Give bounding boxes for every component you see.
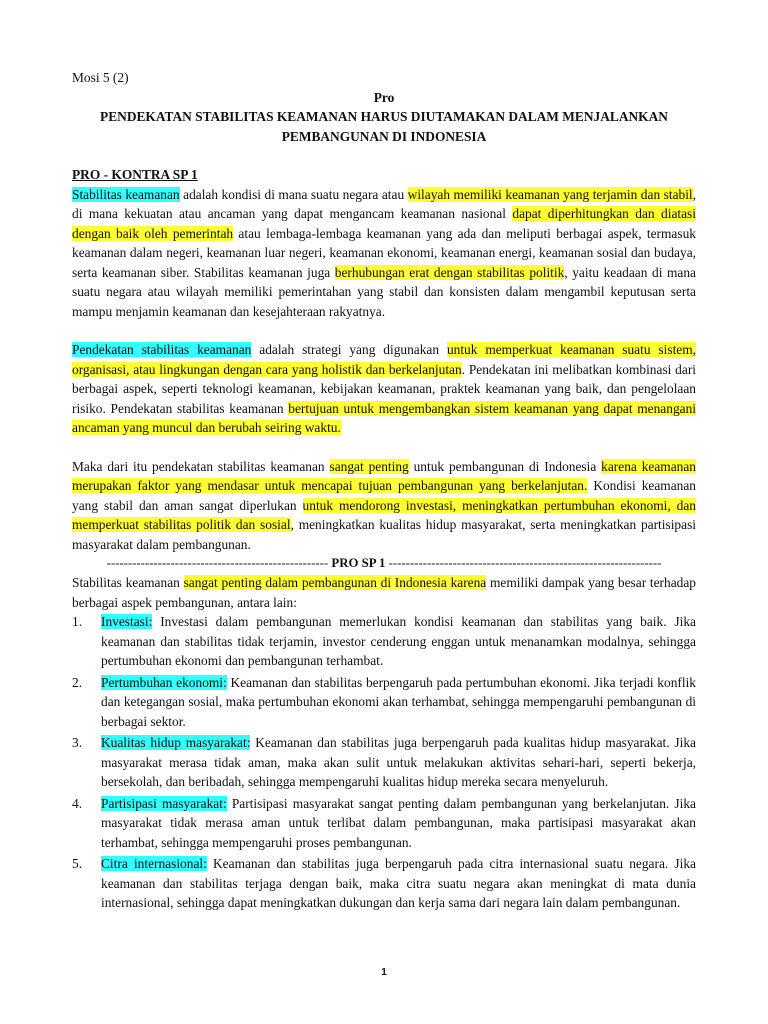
title-line-2: PEMBANGUNAN DI INDONESIA <box>281 128 487 144</box>
pro-sp1-separator: ---------------------------------------------------- PRO SP 1 ---------------------------------------------------------------- <box>106 556 662 570</box>
paragraph-2: Pendekatan stabilitas keamanan adalah strategi yang digunakan untuk memperkuat keamanan suatu sistem, organisasi, atau lingkungan dengan cara yang holistik dan berkelanjutan. Pendekatan ini melibatkan kombinasi dari berbagai aspek, seperti teknologi keamanan, kebijakan keamanan, praktek keamanan yang baik, dan pengelolaan risiko. Pendekatan stabilitas keamanan bertujuan untuk mengembangkan sistem keamanan yang dapat menangani ancaman yang muncul dan berubah seiring waktu. <box>72 342 696 435</box>
paragraph-3: Maka dari itu pendekatan stabilitas keamanan sangat penting untuk pembangunan di Indonesia karena keamanan merupakan faktor yang mendasar untuk mencapai tujuan pembangunan yang berkelanjutan. Kondisi keamanan yang stabil dan aman sangat diperlukan untuk mendorong investasi, meningkatkan pertumbuhan ekonomi, dan memperkuat stabilitas politik dan sosial, meningkatkan kualitas hidup masyarakat, serta meningkatkan partisipasi masyarakat dalam pembangunan. <box>72 458 696 552</box>
term-pendekatan-stabilitas: Pendekatan stabilitas keamanan <box>72 342 252 357</box>
section-heading-pro-sp1: PRO SP 1 <box>331 556 386 570</box>
pro-sp1-intro: Stabilitas keamanan sangat penting dalam pembangunan di Indonesia karena memiliki dampak yang besar terhadap berbagai aspek pembangunan, antara lain: <box>72 575 696 610</box>
list-item-label: Citra internasional: <box>101 856 207 871</box>
list-item-label: Kualitas hidup masyarakat: <box>101 735 251 750</box>
term-stabilitas-keamanan: Stabilitas keamanan <box>72 186 180 202</box>
page-number: 1 <box>381 967 387 978</box>
side-label: Pro <box>373 89 395 105</box>
list-item: 5. Citra internasional: Keamanan dan stabilitas juga berpengaruh pada citra internasional suatu negara. Jika keamanan dan stabilitas terjaga dengan baik, maka citra suatu negara akan meningkat di mata dunia internasional, sehingga dapat meningkatkan dukungan dan kerja sama dari negara lain dalam pembangunan. <box>72 856 696 910</box>
paragraph-1: Stabilitas keamanan adalah kondisi di mana suatu negara atau wilayah memiliki keamanan yang terjamin dan stabil, di mana kekuatan atau ancaman yang dapat mengancam keamanan nasional dapat diperhitungkan dan diatasi dengan baik oleh pemerintah atau lembaga-lembaga keamanan yang ada dan meliputi berbagai aspek, termasuk keamanan dalam negeri, keamanan luar negeri, keamanan ekonomi, keamanan energi, keamanan sosial dan budaya, serta keamanan siber. Stabilitas keamanan juga berhubungan erat dengan stabilitas politik, yaitu keadaan di mana suatu negara atau wilayah memiliki pemerintahan yang stabil dan konsisten dalam mengambil keputusan serta mampu menjamin keamanan dan kesejahteraan rakyatnya. <box>72 186 697 319</box>
list-item-label: Partisipasi masyarakat: <box>101 795 227 811</box>
list-item: 4. Partisipasi masyarakat: Partisipasi masyarakat sangat penting dalam pembangunan yang berkelanjutan. Jika masyarakat tidak merasa aman untuk terlibat dalam pembangunan, maka partisipasi masyarakat akan terhambat, sehingga mempengaruhi proses pembangunan. <box>72 795 696 850</box>
pro-sp1-list <box>72 612 696 913</box>
list-item-label: Investasi: <box>101 614 153 629</box>
motion-label: Mosi 5 (2) <box>72 70 129 85</box>
list-item: 1. Investasi: Investasi dalam pembangunan memerlukan kondisi keamanan dan stabilitas yang baik. Jika keamanan dan stabilitas tidak terjamin, investor cenderung enggan untuk menanamkan modalnya, sehingga pertumbuhan ekonomi dan pembangunan terhambat. <box>72 614 696 668</box>
list-item: 2. Pertumbuhan ekonomi: Keamanan dan stabilitas berpengaruh pada pertumbuhan ekonomi. Jika terjadi konflik dan ketegangan sosial, maka pertumbuhan ekonomi akan terhambat, sehingga mempengaruhi pembangunan di berbagai sektor. <box>72 674 696 729</box>
list-item-label: Pertumbuhan ekonomi: <box>101 674 227 690</box>
list-item: 3. Kualitas hidup masyarakat: Keamanan dan stabilitas juga berpengaruh pada kualitas hidup masyarakat. Jika masyarakat merasa tidak aman, maka akan sulit untuk melakukan aktivitas sehari-hari, seperti bekerja, bersekolah, dan beribadah, sehingga mempengaruhi kualitas hidup mereka secara menyeluruh. <box>72 735 696 789</box>
section-heading-pro-kontra: PRO - KONTRA SP 1 <box>72 167 198 182</box>
title-line-1: PENDEKATAN STABILITAS KEAMANAN HARUS DIUTAMAKAN DALAM MENJALANKAN <box>100 109 668 124</box>
